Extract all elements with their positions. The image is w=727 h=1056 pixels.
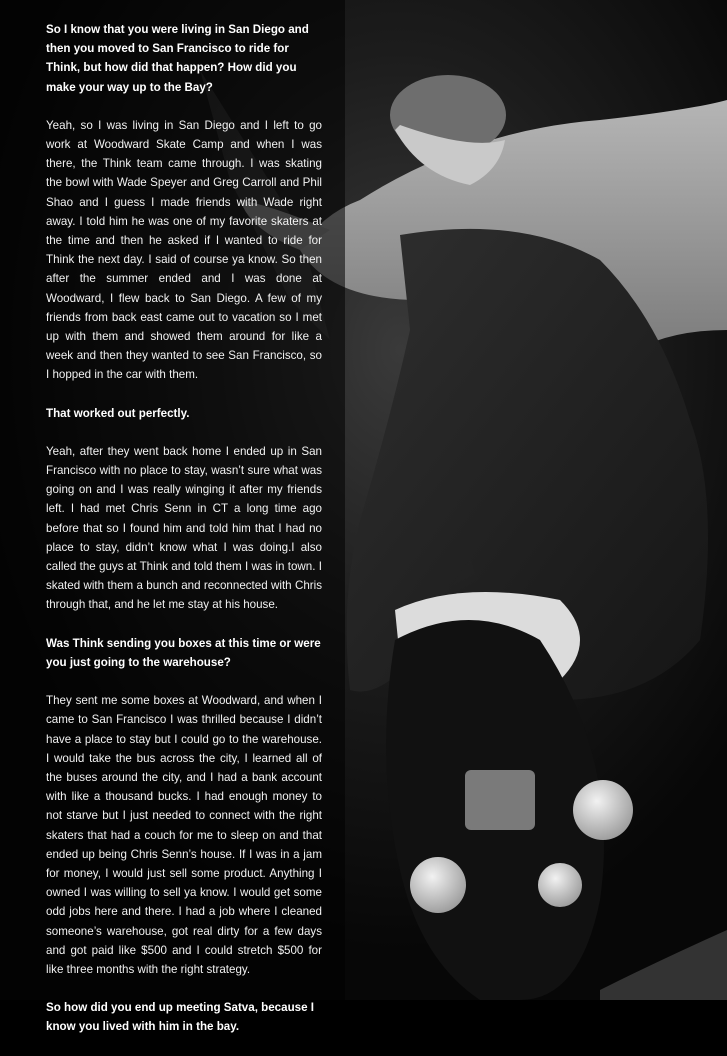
question-1: So I know that you were living in San Diego and then you moved to San Francisco to ride for Think, but how did that happen? How did you make your way up to the Bay? bbox=[46, 23, 309, 94]
question-4: So how did you end up meeting Satva, because I know you lived with him in the bay. bbox=[46, 1001, 314, 1034]
question-3: Was Think sending you boxes at this time or were you just going to the warehouse? bbox=[46, 636, 321, 669]
question-2: That worked out perfectly. bbox=[46, 406, 190, 420]
answer-1: Yeah, so I was living in San Diego and I left to go work at Woodward Skate Camp and when I was there, the Think team came through. I was skating the bowl with Wade Speyer and Greg Carroll and Phil Shao and I guess I made friends with Wade right away. I told him he was one of my favorite skaters at the time and then he asked if I wanted to ride for Think the next day. I said of course ya know. So then after the summer ended and I was done at Woodward, I flew back to San Diego. A few of my friends from back east came out to vacation so I met up with them and showed them around for like a week and then they wanted to see San Francisco, so I hopped in the car with them. bbox=[46, 118, 322, 382]
answer-3: They sent me some boxes at Woodward, and when I came to San Francisco I was thrilled because I didn’t have a place to stay but I could go to the warehouse. I would take the bus across the city, I learned all of the buses around the city, and I had a bank account with like a thousand bucks. I had enough money to not starve but I just needed to connect with the right skaters that had a couch for me to sleep on and that ended up being Chris Senn’s house. If I was in a jam for money, I would just sell some product. Anything I owned I was willing to sell ya know. I would get some odd jobs here and there. I had a job where I cleaned someone’s warehouse, got real dirty for a few days and got paid like $500 and I could stretch $500 for like three months with the right strategy. bbox=[46, 694, 322, 976]
interview-text bbox=[46, 20, 322, 1056]
answer-2: Yeah, after they went back home I ended up in San Francisco with no place to stay, wasn’t sure what was going on and I was really winging it after my friends left. I had met Chris Senn in CT a long time ago before that so I found him and told him that I had no place to stay, didn’t know what I was doing.I also called the guys at Think and told them I was in town. I skated with them a bunch and reconnected with Chris through that, and he let me stay at his house. bbox=[46, 444, 322, 612]
